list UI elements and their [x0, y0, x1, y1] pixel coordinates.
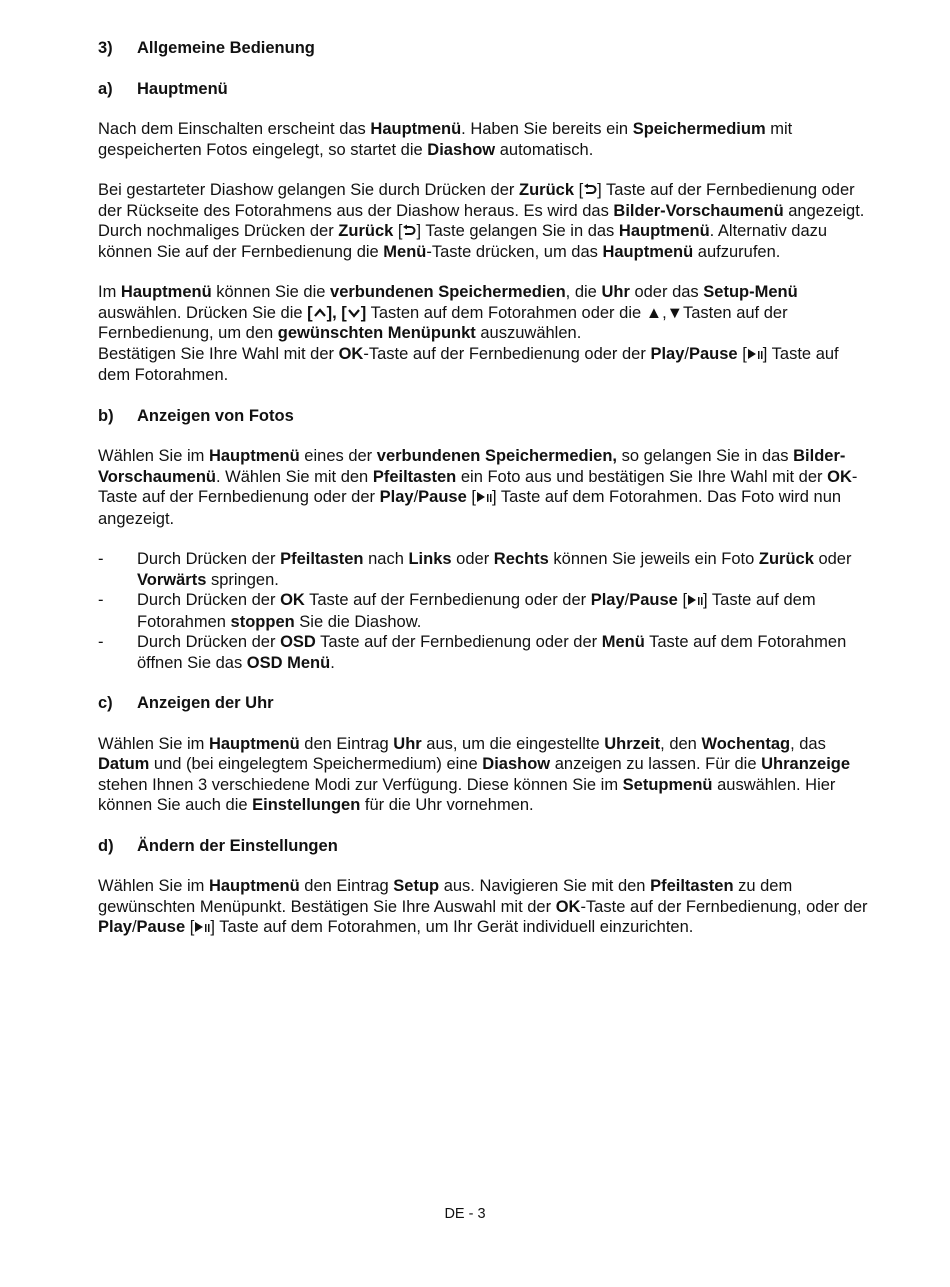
play-pause-icon	[194, 918, 210, 939]
subsection-number: c)	[98, 694, 113, 712]
list-dash: -	[98, 550, 104, 568]
paragraph-c1: Wählen Sie im Hauptmenü den Eintrag Uhr aus, um die eingestellte Uhrzeit, den Wochentag, das Datum und (bei eingelegtem Speichermedium) eine Diashow anzeigen zu lassen. Für die Uhranzeige stehen Ihnen 3 verschiedene Modi zur Verfügung. Diese können Sie im Setupmenü auswählen. Hier können Sie auch die Einstellungen für die Uhr vornehmen.	[98, 734, 851, 814]
subsection-number: d)	[98, 836, 114, 855]
back-arrow-icon	[402, 224, 416, 238]
manual-page	[98, 38, 873, 959]
chevron-up-icon	[313, 306, 327, 320]
play-pause-icon	[687, 591, 703, 612]
list-item: - Durch Drücken der Pfeiltasten nach Links oder Rechts können Sie jeweils ein Foto Zurück oder Vorwärts springen.	[98, 550, 852, 589]
list-item: - Durch Drücken der OK Taste auf der Fernbedienung oder der Play/Pause [ ] Taste auf dem Fotorahmen stoppen Sie die Diashow.	[98, 591, 816, 631]
page-number: DE - 3	[444, 1206, 486, 1222]
list-item: - Durch Drücken der OSD Taste auf der Fernbedienung oder der Menü Taste auf dem Fotorahmen öffnen Sie das OSD Menü.	[98, 633, 847, 672]
subsection-heading-b	[98, 406, 873, 427]
subsection-title: Ändern der Einstellungen	[137, 836, 338, 855]
paragraph-a1: Nach dem Einschalten erscheint das Hauptmenü. Haben Sie bereits ein Speichermedium mit gespeicherten Fotos eingelegt, so startet die Diashow automatisch.	[98, 120, 793, 159]
section-heading	[98, 38, 873, 59]
paragraph-a4: Bestätigen Sie Ihre Wahl mit der OK-Taste auf der Fernbedienung oder der Play/Pause [ ] Taste auf dem Fotorahmen.	[98, 344, 839, 384]
back-arrow-icon	[583, 183, 597, 197]
list-dash: -	[98, 591, 104, 609]
paragraph-a3: Im Hauptmenü können Sie die verbundenen Speichermedien, die Uhr oder das Setup-Menü auswählen. Drücken Sie die [ ], [ ] Tasten auf dem Fotorahmen oder die ▲,▼Tasten auf der Fernbedienung, um den gewünschten Menüpunkt auszuwählen.	[98, 283, 798, 342]
chevron-down-icon	[347, 306, 361, 320]
subsection-heading-a	[98, 79, 873, 100]
subsection-number: a)	[98, 79, 113, 98]
dash-list	[98, 549, 873, 673]
subsection-title: Anzeigen von Fotos	[137, 406, 294, 425]
paragraph-d1: Wählen Sie im Hauptmenü den Eintrag Setup aus. Navigieren Sie mit den Pfeiltasten zu dem gewünschten Menüpunkt. Bestätigen Sie Ihre Auswahl mit der OK-Taste auf der Fernbedienung, oder der Play/Pause [ ] Taste auf dem Fotorahmen, um Ihr Gerät individuell einzurichten.	[98, 876, 873, 939]
play-pause-icon	[747, 345, 763, 366]
section-title: Allgemeine Bedienung	[137, 39, 315, 57]
paragraph-a2: Bei gestarteter Diashow gelangen Sie durch Drücken der Zurück [ ] Taste auf der Fernbedienung oder der Rückseite des Fotorahmens aus der Diashow heraus. Es wird das Bilder-Vorschaumenü angezeigt. Durch nochmaliges Drücken der Zurück [ ] Taste gelangen Sie in das Hauptmenü. Alternativ dazu können Sie auf der Fernbedienung die Menü-Taste drücken, um das Hauptmenü aufzurufen.	[98, 181, 865, 261]
play-pause-icon	[476, 488, 492, 509]
subsection-number: b)	[98, 406, 114, 425]
list-dash: -	[98, 633, 104, 651]
subsection-title: Anzeigen der Uhr	[137, 694, 274, 712]
paragraph-b1: Wählen Sie im Hauptmenü eines der verbundenen Speichermedien, so gelangen Sie in das Bilder-Vorschaumenü. Wählen Sie mit den Pfeiltasten ein Foto aus und bestätigen Sie Ihre Wahl mit der OK-Taste auf der Fernbedienung oder der Play/Pause [ ] Taste auf dem Fotorahmen. Das Foto wird nun angezeigt.	[98, 447, 858, 528]
subsection-heading-d	[98, 836, 873, 857]
subsection-heading-c	[98, 693, 873, 714]
subsection-title: Hauptmenü	[137, 79, 228, 98]
section-number: 3)	[98, 39, 113, 57]
